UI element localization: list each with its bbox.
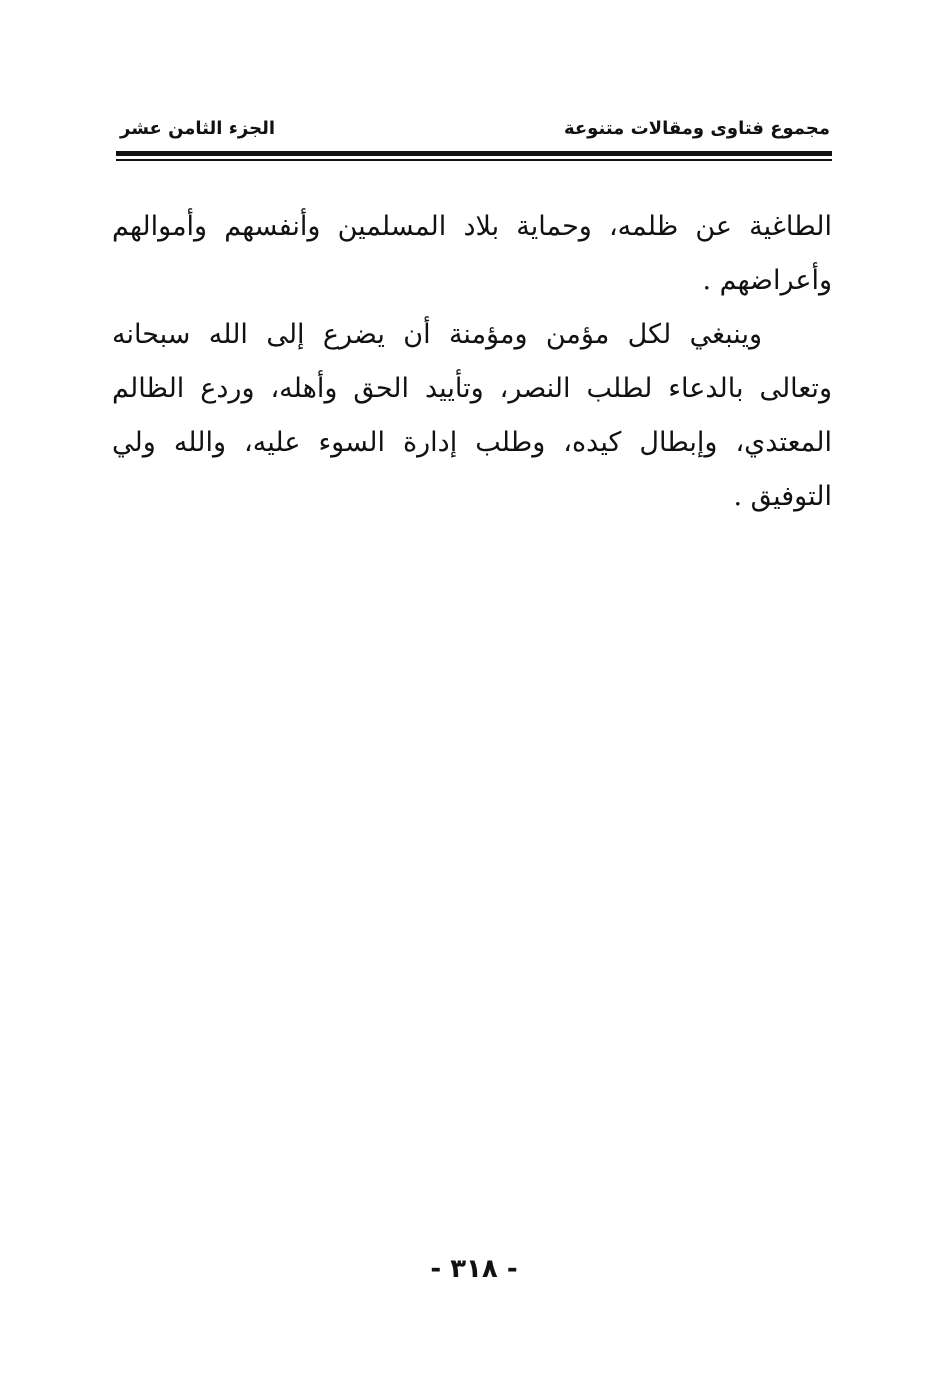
paragraph-supplication: وينبغي لكل مؤمن ومؤمنة أن يضرع إلى الله سبحانه وتعالى بالدعاء لطلب النصر، وتأييد الحق وأهله، وردع الظالم المعتدي، وإبطال كيده، وطلب إدارة السوء عليه، والله ولي التوفيق . — [112, 319, 832, 512]
page-number: - ٣١٨ - — [430, 1254, 518, 1284]
volume-label: الجزء الثامن عشر — [120, 118, 276, 139]
header-rule-thin — [116, 159, 832, 161]
running-header — [116, 118, 830, 144]
header-rule-thick — [116, 151, 832, 156]
main-text — [112, 200, 832, 524]
book-title: مجموع فتاوى ومقالات متنوعة — [563, 118, 830, 139]
paragraph-continuation: الطاغية عن ظلمه، وحماية بلاد المسلمين وأنفسهم وأموالهم وأعراضهم . — [112, 211, 832, 296]
